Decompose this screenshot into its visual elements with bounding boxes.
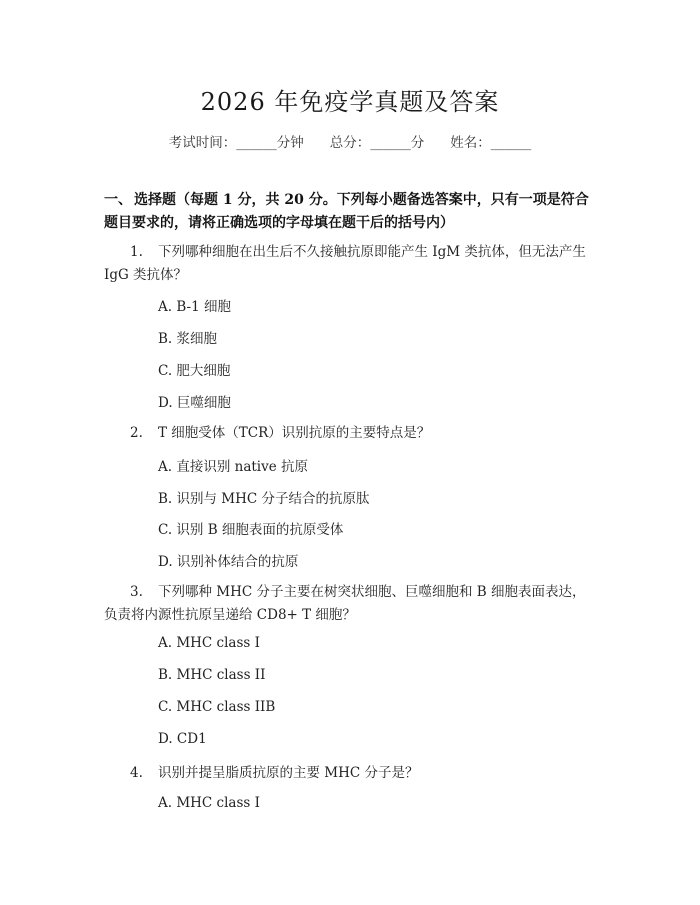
option-2b: B. 识别与 MHC 分子结合的抗原肽 bbox=[158, 491, 370, 507]
section-number: 一、 bbox=[104, 192, 132, 208]
question-text: T 细胞受体（TCR）识别抗原的主要特点是？ bbox=[158, 425, 431, 441]
option-3a: A. MHC class I bbox=[158, 635, 260, 651]
question-number: 3. bbox=[130, 584, 143, 600]
total-score-label: 总分：______分 bbox=[329, 135, 425, 151]
question-4 bbox=[104, 762, 594, 785]
option-4a: A. MHC class I bbox=[158, 795, 260, 811]
question-text: 下列哪种细胞在出生后不久接触抗原即能产生 IgM 类抗体，但无法产生 IgG 类抗体？ bbox=[104, 244, 586, 283]
option-2c: C. 识别 B 细胞表面的抗原受体 bbox=[158, 522, 344, 538]
question-number: 1. bbox=[130, 244, 143, 260]
question-2 bbox=[104, 422, 594, 445]
exam-meta bbox=[0, 131, 700, 151]
option-1a: A. B-1 细胞 bbox=[158, 299, 231, 315]
exam-time-label: 考试时间：______分钟 bbox=[168, 135, 304, 151]
option-2a: A. 直接识别 native 抗原 bbox=[158, 459, 309, 475]
student-name-label: 姓名：______ bbox=[450, 135, 532, 151]
option-1c: C. 肥大细胞 bbox=[158, 363, 231, 379]
question-number: 4. bbox=[130, 765, 143, 781]
section-heading-text: 选择题（每题 1 分，共 20 分。下列每小题备选答案中，只有一项是符合题目要求的，请将正确选项的字母填在题干后的括号内） bbox=[104, 192, 589, 231]
page-title: 2026 年免疫学真题及答案 bbox=[200, 88, 500, 116]
question-3 bbox=[104, 581, 594, 627]
option-3b: B. MHC class II bbox=[158, 667, 266, 683]
question-text: 下列哪种 MHC 分子主要在树突状细胞、巨噬细胞和 B 细胞表面表达，负责将内源性抗原呈递给 CD8+ T 细胞？ bbox=[104, 584, 586, 623]
question-number: 2. bbox=[130, 425, 143, 441]
option-3d: D. CD1 bbox=[158, 731, 207, 747]
option-1d: D. 巨噬细胞 bbox=[158, 395, 231, 411]
section-heading bbox=[104, 189, 600, 235]
option-2d: D. 识别补体结合的抗原 bbox=[158, 554, 299, 570]
question-1 bbox=[104, 241, 594, 287]
question-text: 识别并提呈脂质抗原的主要 MHC 分子是？ bbox=[158, 765, 419, 781]
option-3c: C. MHC class IIB bbox=[158, 699, 276, 715]
option-1b: B. 浆细胞 bbox=[158, 331, 218, 347]
